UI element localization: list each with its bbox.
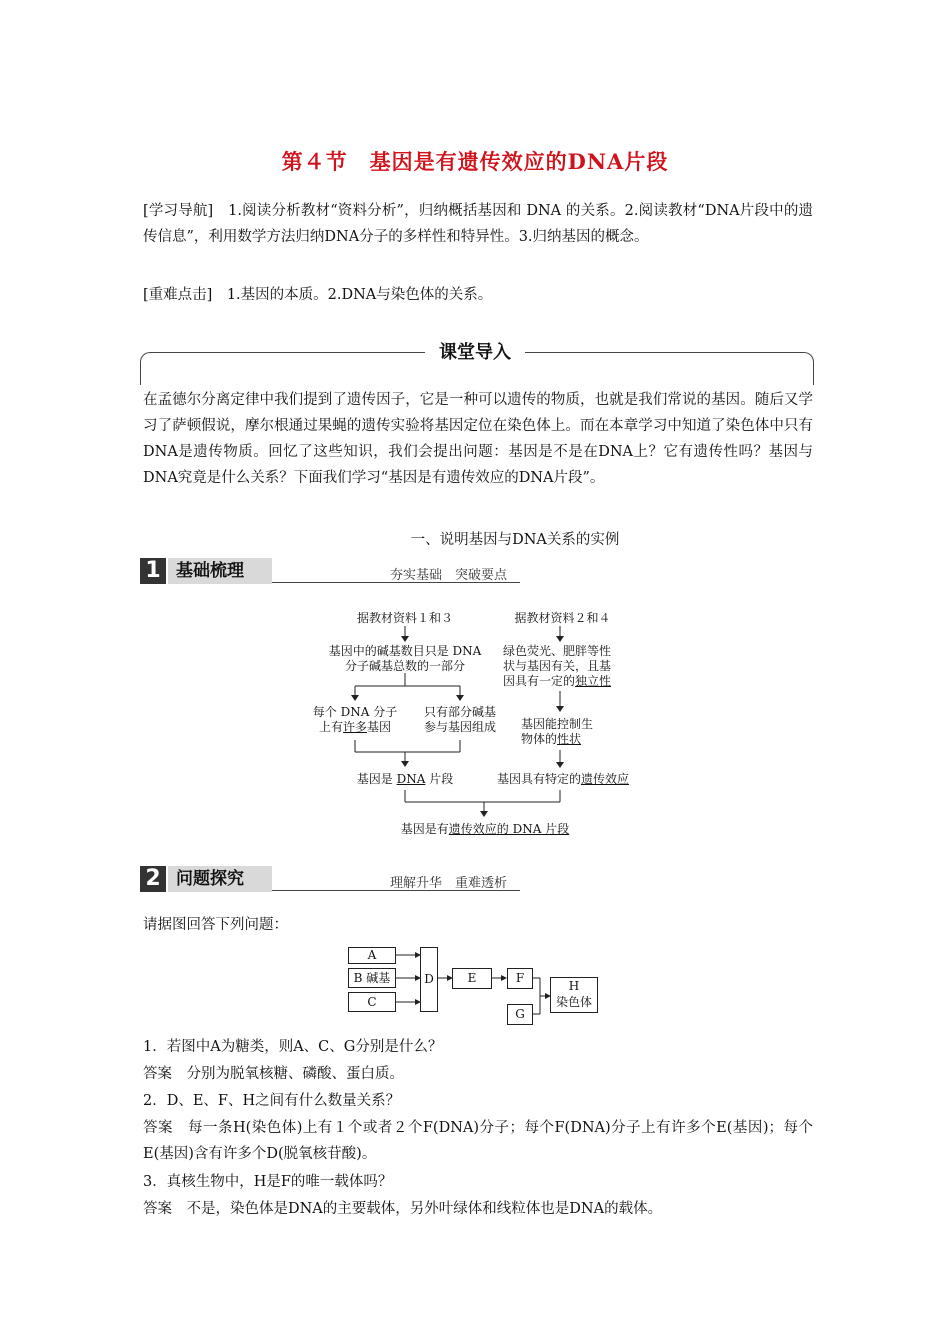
flow-right-2a: 基因能控制生	[521, 717, 594, 731]
intro-banner-label: 课堂导入	[425, 338, 525, 364]
diagram-box-g: G	[507, 1004, 533, 1025]
flow-left-2b-1: 只有部分碱基	[423, 705, 496, 719]
flow-left-1a: 基因中的碱基数目只是 DNA	[328, 644, 482, 658]
flow-left-top: 据教材资料１和３	[356, 611, 453, 625]
section1-subtitle: 夯实基础 突破要点	[390, 568, 508, 583]
subheading-text: 一、说明基因与DNA关系的实例	[410, 532, 620, 548]
diagram-box-d: D	[420, 947, 438, 1012]
diagram-box-h	[550, 977, 598, 1013]
question-1: 1．若图中A为糖类，则A、C、G分别是什么？	[143, 1039, 443, 1055]
answer-3: 答案 不是，染色体是DNA的主要载体，另外叶绿体和线粒体也是DNA的载体。	[143, 1201, 663, 1217]
page-title: 第４节 基因是有遗传效应的DNA片段	[281, 149, 669, 174]
key-points-text: 1.基因的本质。2.DNA与染色体的关系。	[226, 287, 493, 303]
section2-subtitle: 理解升华 重难透析	[390, 876, 508, 891]
flow-left-2a-2b: 基因	[367, 720, 392, 734]
section2-number: 2	[140, 866, 166, 892]
flow-right-1c-u: 独立性	[575, 674, 612, 688]
section2-title: 问题探究	[168, 866, 272, 892]
flow-left-1b: 分子碱基总数的一部分	[344, 659, 465, 673]
diagram-box-a: A	[348, 947, 396, 964]
intro-paragraph: 在孟德尔分离定律中我们提到了遗传因子，它是一种可以遗传的物质，也就是我们常说的基因。随后又学习了萨顿假说，摩尔根通过果蝇的遗传实验将基因定位在染色体上。而在本章学习中知道了染色体中只有DNA是遗传物质。回忆了这些知识，我们会提出问题：基因是不是在DNA上？它有遗传性吗？基因与DNA究竟是什么关系？下面我们学习“基因是有遗传效应的DNA片段”。	[143, 392, 813, 486]
learning-guide-text: 1.阅读分析教材“资料分析”，归纳概括基因和 DNA 的关系。2.阅读教材“DNA片段中的遗传信息”，利用数学方法归纳DNA分子的多样性和特异性。3.归纳基因的概念。	[143, 203, 814, 245]
flow-left-2a-2u: 许多	[342, 720, 367, 734]
flow-right-3a: 基因具有特定的	[497, 772, 582, 786]
flow-left-3u: DNA	[396, 772, 426, 786]
diagram-box-c: C	[348, 992, 396, 1012]
answer-1: 答案 分别为脱氧核糖、磷酸、蛋白质。	[143, 1066, 404, 1082]
diagram-box-b: B 碱基	[348, 968, 396, 988]
flow-bottom-u: 遗传效应	[448, 822, 497, 836]
flow-right-top: 据教材资料２和４	[514, 611, 611, 625]
key-points-label: [重难点击]	[143, 287, 213, 303]
diagram-box-h-label: 染色体	[555, 995, 592, 1009]
flow-right-2b-a: 物体的	[521, 732, 558, 746]
flow-left-3b: 片段	[425, 772, 454, 786]
section1-title: 基础梳理	[168, 558, 272, 584]
flow-left-2a-1: 每个 DNA 分子	[312, 705, 398, 719]
flow-right-1a: 绿色荧光、肥胖等性	[503, 644, 612, 658]
flow-bottom-a: 基因是有	[400, 822, 449, 836]
flow-left-2b-2: 参与基因组成	[423, 720, 496, 734]
prompt-text: 请据图回答下列问题：	[143, 917, 288, 933]
diagram-box-f: F	[507, 968, 533, 989]
flow-bottom-b: 的 DNA 片段	[496, 822, 570, 836]
question-2: 2．D、E、F、H之间有什么数量关系？	[143, 1093, 401, 1109]
diagram-box-e: E	[452, 968, 492, 989]
question-3: 3．真核生物中，H是F的唯一载体吗？	[143, 1174, 393, 1190]
learning-guide-label: [学习导航]	[143, 203, 214, 219]
section1-number: 1	[140, 558, 166, 584]
flow-left-3a: 基因是	[356, 772, 397, 786]
diagram-box-h-letter: H	[568, 979, 580, 993]
flow-left-2a-2a: 上有	[318, 720, 343, 734]
flow-right-1c-a: 因具有一定的	[503, 674, 576, 688]
flow-right-3u: 遗传效应	[581, 772, 630, 786]
answer-2: 答案 每一条H(染色体)上有１个或者２个F(DNA)分子；每个F(DNA)分子上有许多个E(基因)；每个E(基因)含有许多个D(脱氧核苷酸)。	[143, 1120, 813, 1162]
flow-right-1b: 状与基因有关，且基	[503, 659, 612, 673]
flow-right-2b-u: 性状	[557, 732, 582, 746]
